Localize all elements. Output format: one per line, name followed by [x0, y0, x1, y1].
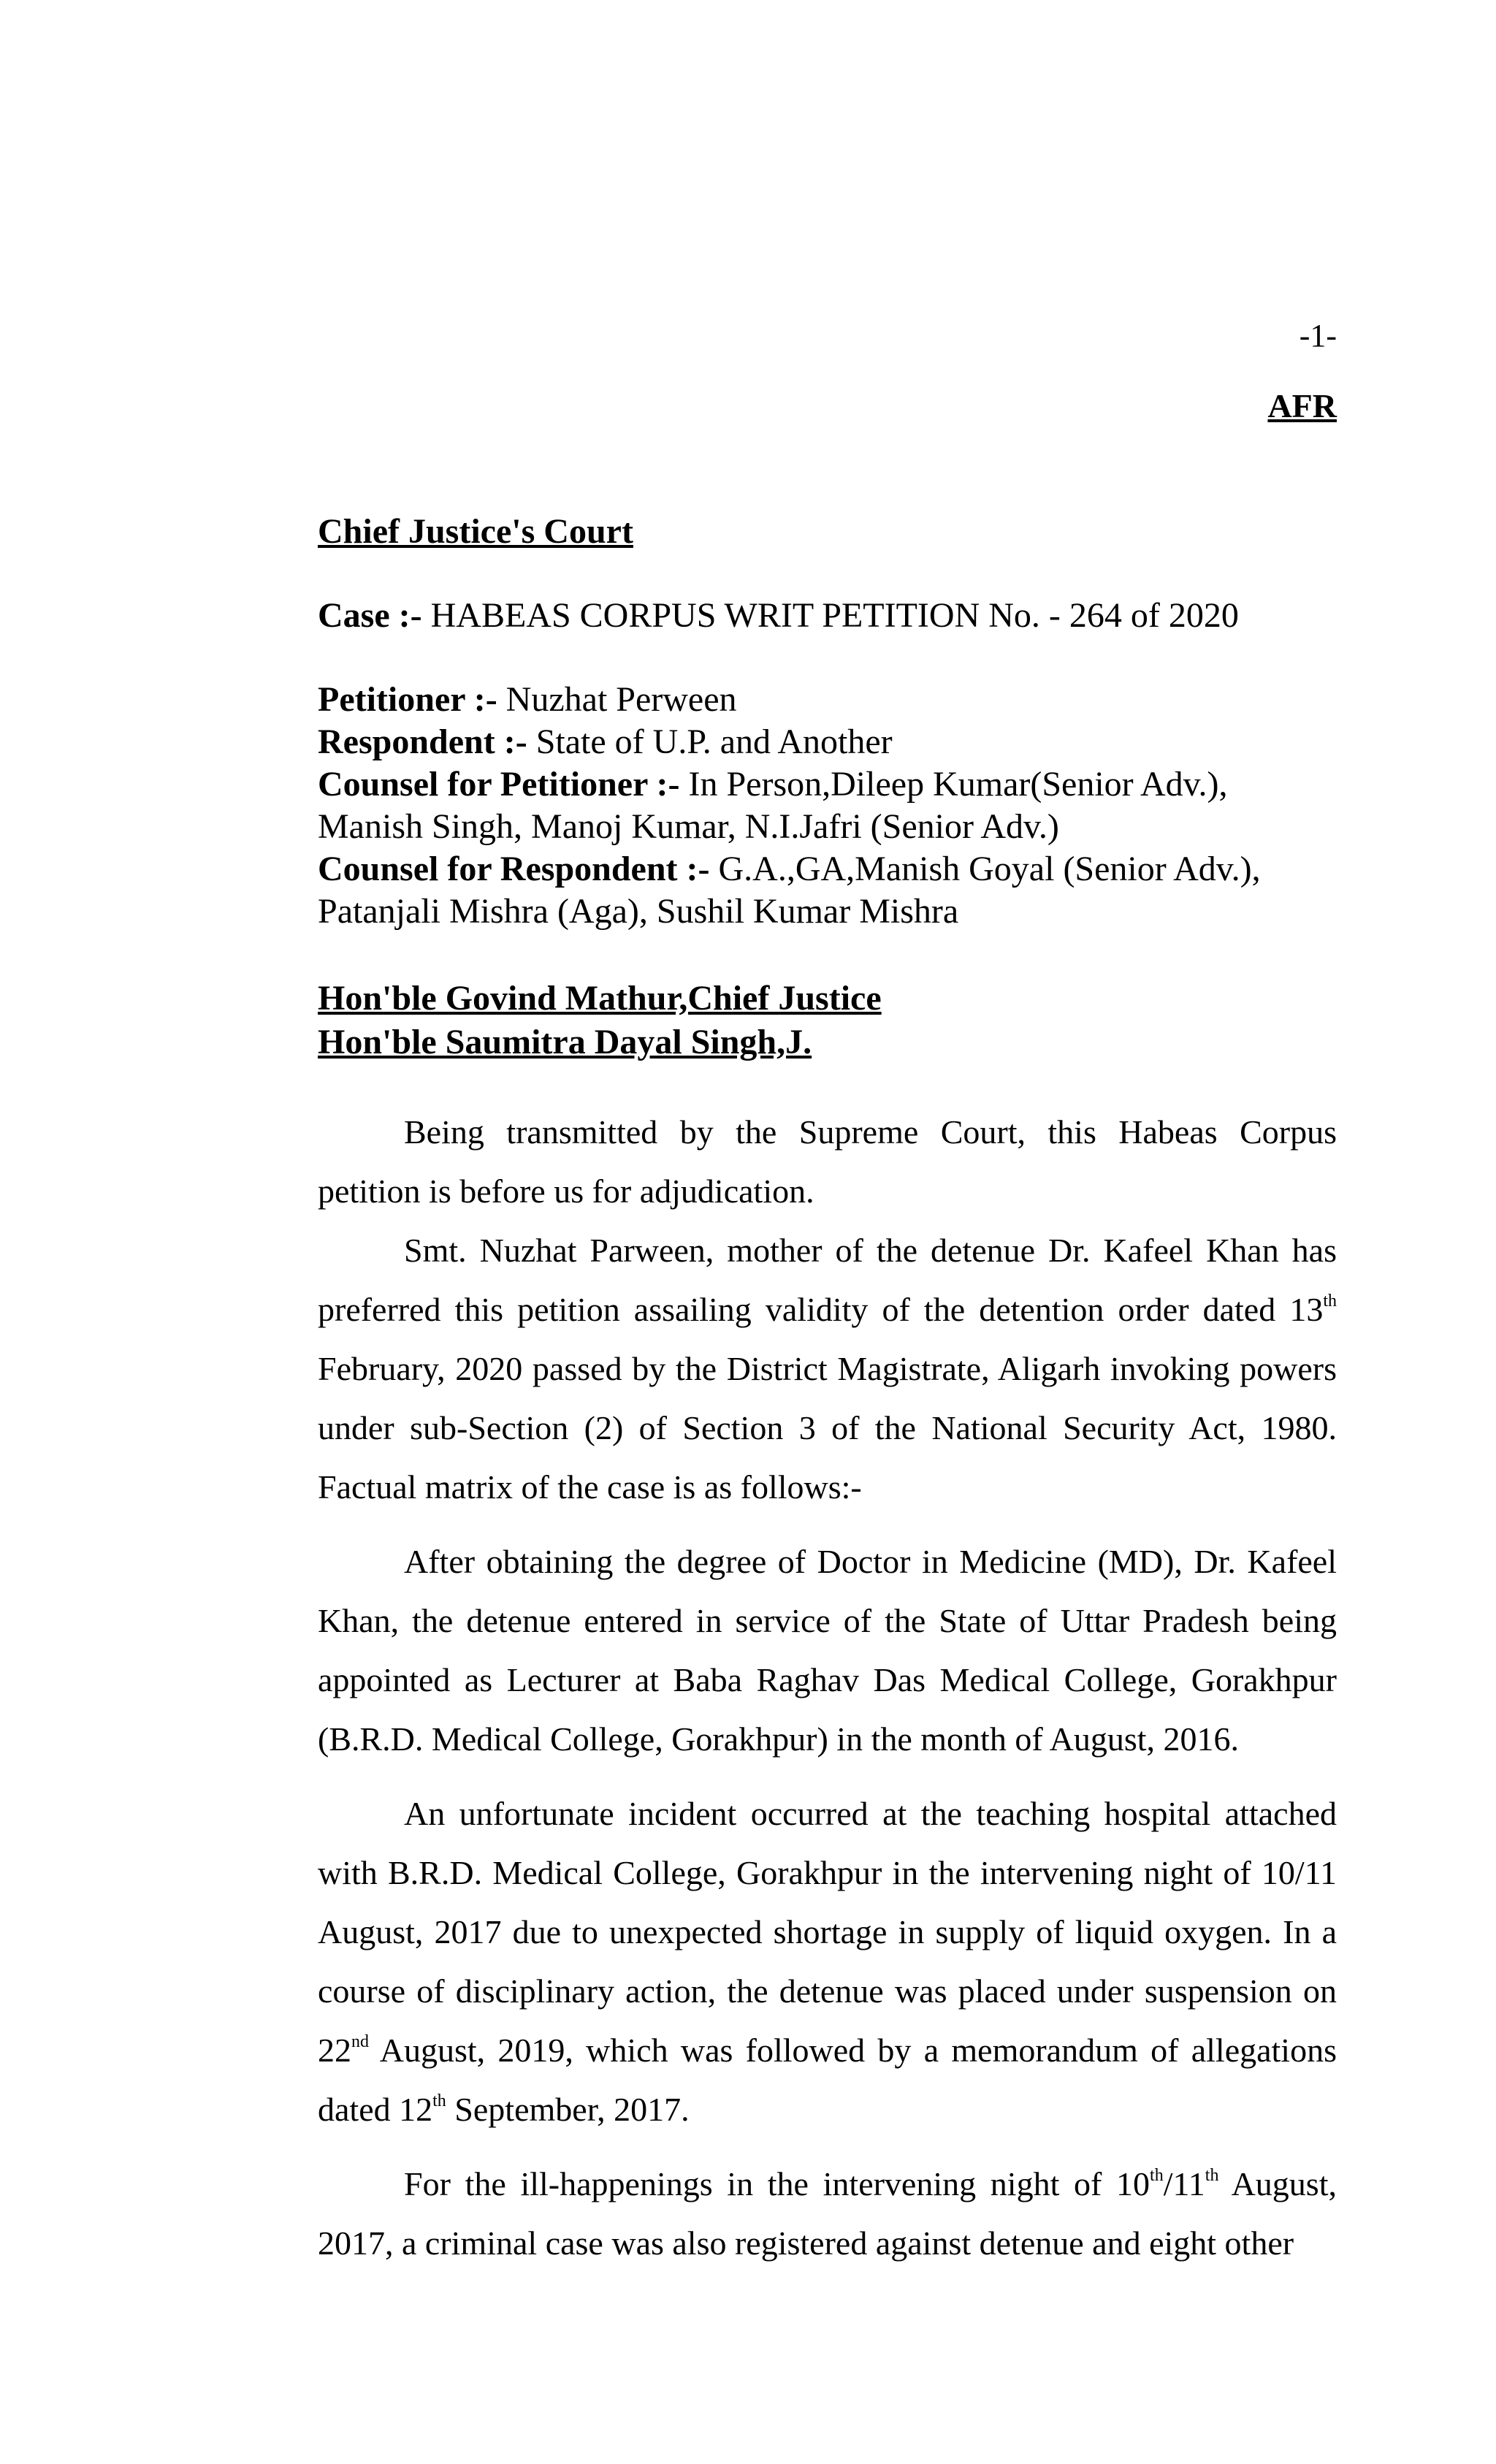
respondent-label: Respondent :-: [318, 722, 527, 761]
paragraph-4-text-c: September, 2017.: [446, 2091, 690, 2128]
case-line: [318, 594, 1337, 638]
respondent-name: State of U.P. and Another: [527, 722, 893, 761]
paragraph-2-text-b: February, 2020 passed by the District Magistrate, Aligarh invoking powers under sub-Section (2) of Section 3 of the National Security Act, 1980. Factual matrix of the case is as follows:-: [318, 1350, 1337, 1506]
paragraph-5-text-b: /11: [1163, 2165, 1205, 2202]
counsel-respondent-row: [318, 848, 1337, 933]
paragraph-4-superscript-1: nd: [351, 2032, 369, 2051]
paragraph-5-text-a: For the ill-happenings in the intervening night of 10: [404, 2165, 1150, 2202]
paragraph-1: Being transmitted by the Supreme Court, this Habeas Corpus petition is before us for adjudication.: [318, 1113, 1337, 1210]
case-label: Case :-: [318, 596, 422, 635]
judge-chief-justice: Hon'ble Govind Mathur,Chief Justice: [318, 979, 882, 1018]
paragraph-5-superscript-2: th: [1205, 2166, 1219, 2185]
parties-block: [318, 679, 1337, 933]
paragraph-4: [318, 1784, 1337, 2139]
respondent-row: [318, 721, 1337, 763]
counsel-petitioner-names: In Person,Dileep Kumar(Senior Adv.), Manish Singh, Manoj Kumar, N.I.Jafri (Senior Adv.): [318, 765, 1228, 846]
paragraph-2-text-a: Smt. Nuzhat Parween, mother of the detenue Dr. Kafeel Khan has preferred this petition assailing validity of the detention order dated 13: [318, 1232, 1337, 1328]
judge-puisne: Hon'ble Saumitra Dayal Singh,J.: [318, 1023, 812, 1061]
counsel-respondent-names: G.A.,GA,Manish Goyal (Senior Adv.), Patanjali Mishra (Aga), Sushil Kumar Mishra: [318, 850, 1261, 931]
paragraph-5: [318, 2154, 1337, 2273]
paragraph-2: [318, 1221, 1337, 1517]
counsel-respondent-label: Counsel for Respondent :-: [318, 850, 710, 888]
counsel-petitioner-row: [318, 763, 1337, 848]
judgment-body: [318, 1102, 1337, 2273]
paragraph-4-superscript-2: th: [432, 2091, 446, 2110]
court-heading: Chief Justice's Court: [318, 512, 633, 551]
petitioner-name: Nuzhat Perween: [497, 680, 737, 719]
case-value: HABEAS CORPUS WRIT PETITION No. - 264 of 2020: [421, 596, 1239, 635]
paragraph-3: After obtaining the degree of Doctor in Medicine (MD), Dr. Kafeel Khan, the detenue entered in service of the State of Uttar Pradesh being appointed as Lecturer at Baba Raghav Das Medical College, Gorakhpur (B.R.D. Medical College, Gorakhpur) in the month of August, 2016.: [318, 1543, 1337, 1758]
judgment-content: [318, 510, 1337, 2273]
paragraph-4-text-b: August, 2019, which was followed by a memorandum of allegations dated 12: [318, 2032, 1337, 2128]
paragraph-4-text-a: An unfortunate incident occurred at the teaching hospital attached with B.R.D. Medical College, Gorakhpur in the intervening night of 10/11 August, 2017 due to unexpected shortage in supply of liquid oxygen. In a course of disciplinary action, the detenue was placed under suspension on 22: [318, 1795, 1337, 2069]
page-number: -1-: [1299, 318, 1337, 354]
paragraph-5-superscript-1: th: [1150, 2166, 1164, 2185]
counsel-petitioner-label: Counsel for Petitioner :-: [318, 765, 680, 804]
bench-block: [318, 977, 1337, 1064]
petitioner-row: [318, 679, 1337, 721]
paragraph-2-superscript: th: [1323, 1292, 1337, 1311]
petitioner-label: Petitioner :-: [318, 680, 497, 719]
paragraph-5-text-c: August, 2017, a criminal case was also registered against detenue and eight other: [318, 2165, 1337, 2262]
afr-marker: AFR: [1267, 387, 1337, 424]
